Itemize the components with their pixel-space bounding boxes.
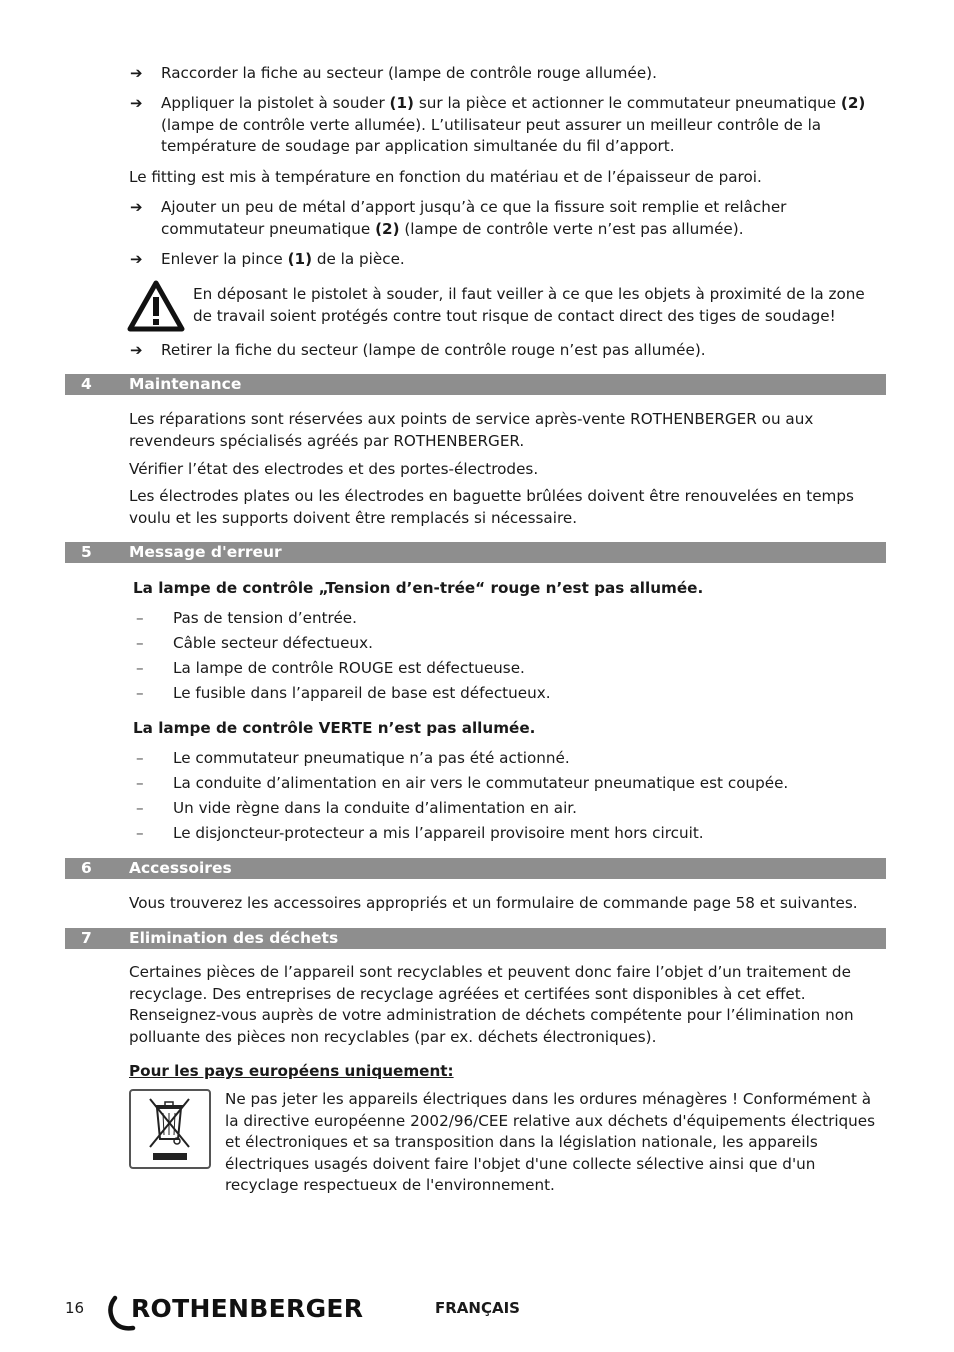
- step-ajouter: [130, 197, 890, 240]
- text-run: recyclage. Des entreprises de recyclage agréées et certifées sont disponibles à cet effet.: [129, 984, 806, 1003]
- text-run: voulu et les supports doivent être remplacés si nécessaire.: [129, 508, 578, 527]
- step-raccorder: [130, 63, 890, 85]
- step-text: Retirer la fiche du secteur (lampe de contrôle rouge n’est pas allumée).: [161, 341, 706, 359]
- dash-bullet: –: [136, 659, 144, 677]
- text-run: Les réparations sont réservées aux points de service après-vente ROTHENBERGER ou aux: [129, 410, 814, 428]
- list-item-text: Un vide règne dans la conduite d’alimentation en air.: [173, 799, 577, 817]
- text-run: (lampe de contrôle verte n’est pas allumée).: [399, 219, 744, 238]
- text-run: En déposant le pistolet à souder, il faut veiller à ce que les objets à proximité de la zone: [193, 285, 865, 303]
- text-run: Enlever la pince: [161, 250, 288, 268]
- step-text: [161, 249, 890, 271]
- fitting-paragraph: Le fitting est mis à température en fonction du matériau et de l’épaisseur de paroi.: [129, 168, 762, 186]
- section-header-maintenance: [65, 374, 886, 395]
- dash-bullet: –: [136, 684, 144, 702]
- maintenance-paragraph-1: [129, 409, 889, 452]
- list-item: [136, 748, 876, 770]
- section-title: Maintenance: [129, 375, 242, 393]
- maintenance-paragraph-2: Vérifier l’état des electrodes et des portes-électrodes.: [129, 460, 539, 478]
- step-retirer: [130, 340, 890, 362]
- dash-bullet: –: [136, 799, 144, 817]
- rothenberger-logo: [105, 1290, 364, 1332]
- page-number: 16: [65, 1299, 85, 1317]
- dash-bullet: –: [136, 749, 144, 767]
- error-heading-green: La lampe de contrôle VERTE n’est pas allumée.: [133, 719, 536, 737]
- list-item-text: La conduite d’alimentation en air vers le commutateur pneumatique est coupée.: [173, 774, 789, 792]
- warning-triangle-icon: [127, 280, 185, 332]
- dash-bullet: –: [136, 634, 144, 652]
- eu-disposal-text: [225, 1089, 890, 1197]
- text-run: Certaines pièces de l’appareil sont recyclables et peuvent donc faire l’objet d’un traitement de: [129, 963, 851, 981]
- list-item-text: Pas de tension d’entrée.: [173, 609, 357, 627]
- warning-text: [193, 284, 883, 327]
- eu-only-heading: Pour les pays européens uniquement:: [129, 1062, 454, 1080]
- crossed-bin-icon: [131, 1091, 209, 1167]
- language-label: FRANÇAIS: [435, 1299, 520, 1317]
- text-run: de la pièce.: [312, 250, 405, 268]
- section-header-elimination: [65, 928, 886, 949]
- list-item: [136, 798, 876, 820]
- list-item-text: Le disjoncteur-protecteur a mis l’appareil provisoire ment hors circuit.: [173, 824, 704, 842]
- text-run: (lampe de contrôle verte allumée). L’utilisateur peut assurer un meilleur contrôle de la: [161, 115, 822, 134]
- text-run: Ajouter un peu de métal d’apport jusqu’à ce que la fissure soit remplie et relâcher: [161, 198, 787, 216]
- error-heading-red: La lampe de contrôle „Tension d’en-trée“ rouge n’est pas allumée.: [133, 579, 704, 597]
- list-item: [136, 608, 876, 630]
- ref-number: (2): [375, 219, 400, 238]
- arrow-icon: ➔: [130, 64, 143, 82]
- step-enlever: [130, 249, 890, 271]
- ref-number: (1): [287, 250, 313, 268]
- list-item: [136, 683, 876, 705]
- text-run: sur la pièce et actionner le commutateur pneumatique: [414, 94, 841, 112]
- list-item: [136, 633, 876, 655]
- list-item-text: Câble secteur défectueux.: [173, 634, 373, 652]
- arrow-icon: ➔: [130, 250, 143, 268]
- section-title: Accessoires: [129, 859, 232, 877]
- dash-bullet: –: [136, 824, 144, 842]
- text-run: revendeurs spécialisés agréés par ROTHENBERGER.: [129, 431, 525, 450]
- list-item: [136, 773, 876, 795]
- section-number: 7: [81, 929, 92, 947]
- step-text: Raccorder la fiche au secteur (lampe de contrôle rouge allumée).: [161, 64, 657, 82]
- text-run: température de soudage par application simultanée du fil d’apport.: [161, 137, 675, 155]
- brand-wordmark: ROTHENBERGER: [131, 1294, 364, 1323]
- section-title: Message d'erreur: [129, 543, 282, 561]
- text-run: commutateur pneumatique: [161, 219, 376, 238]
- list-item-text: Le fusible dans l’appareil de base est défectueux.: [173, 684, 551, 702]
- section-header-accessoires: [65, 858, 886, 879]
- section-number: 6: [81, 859, 92, 877]
- dash-bullet: –: [136, 609, 144, 627]
- text-run: Les électrodes plates ou les électrodes en baguette brûlées doivent être renouvelées en temps: [129, 487, 854, 505]
- list-item: [136, 658, 876, 680]
- accessories-paragraph: Vous trouverez les accessoires appropriés et un formulaire de commande page 58 et suivantes.: [129, 894, 858, 912]
- ref-number: (2): [840, 94, 866, 112]
- step-text: [161, 197, 890, 240]
- text-run: et électroniques et sa transposition dans la législation nationale, les appareils: [225, 1133, 818, 1151]
- section-number: 4: [81, 375, 92, 393]
- text-run: recyclage respectueux de l'environnement.: [225, 1176, 555, 1194]
- step-appliquer: [130, 93, 890, 158]
- list-item-text: La lampe de contrôle ROUGE est défectueuse.: [173, 659, 525, 677]
- text-run: la directive européenne 2002/96/CEE relative aux déchets d'équipements électriques: [225, 1111, 876, 1130]
- section-number: 5: [81, 543, 92, 561]
- text-run: polluante des pièces non recyclables (par ex. déchets électroniques).: [129, 1027, 657, 1046]
- section-header-message-erreur: [65, 542, 886, 563]
- text-run: Appliquer la pistolet à souder: [161, 94, 390, 112]
- disposal-paragraph: [129, 962, 889, 1048]
- maintenance-paragraph-3: [129, 486, 889, 529]
- step-text: [161, 93, 890, 158]
- arrow-icon: ➔: [130, 198, 143, 216]
- weee-symbol: [129, 1089, 211, 1169]
- text-run: Ne pas jeter les appareils électriques dans les ordures ménagères ! Conformément à: [225, 1090, 872, 1108]
- arrow-icon: ➔: [130, 94, 143, 112]
- arrow-icon: ➔: [130, 341, 143, 359]
- list-item-text: Le commutateur pneumatique n’a pas été actionné.: [173, 749, 570, 767]
- text-run: électriques usagés doivent faire l'objet d'une collecte sélective ainsi que d'un: [225, 1154, 816, 1173]
- text-run: Renseignez-vous auprès de votre administration de déchets compétente pour l’élimination non: [129, 1006, 854, 1024]
- section-title: Elimination des déchets: [129, 929, 339, 947]
- list-item: [136, 823, 876, 845]
- text-run: de travail soient protégés contre tout risque de contact direct des tiges de soudage!: [193, 306, 836, 325]
- ref-number: (1): [389, 94, 414, 112]
- dash-bullet: –: [136, 774, 144, 792]
